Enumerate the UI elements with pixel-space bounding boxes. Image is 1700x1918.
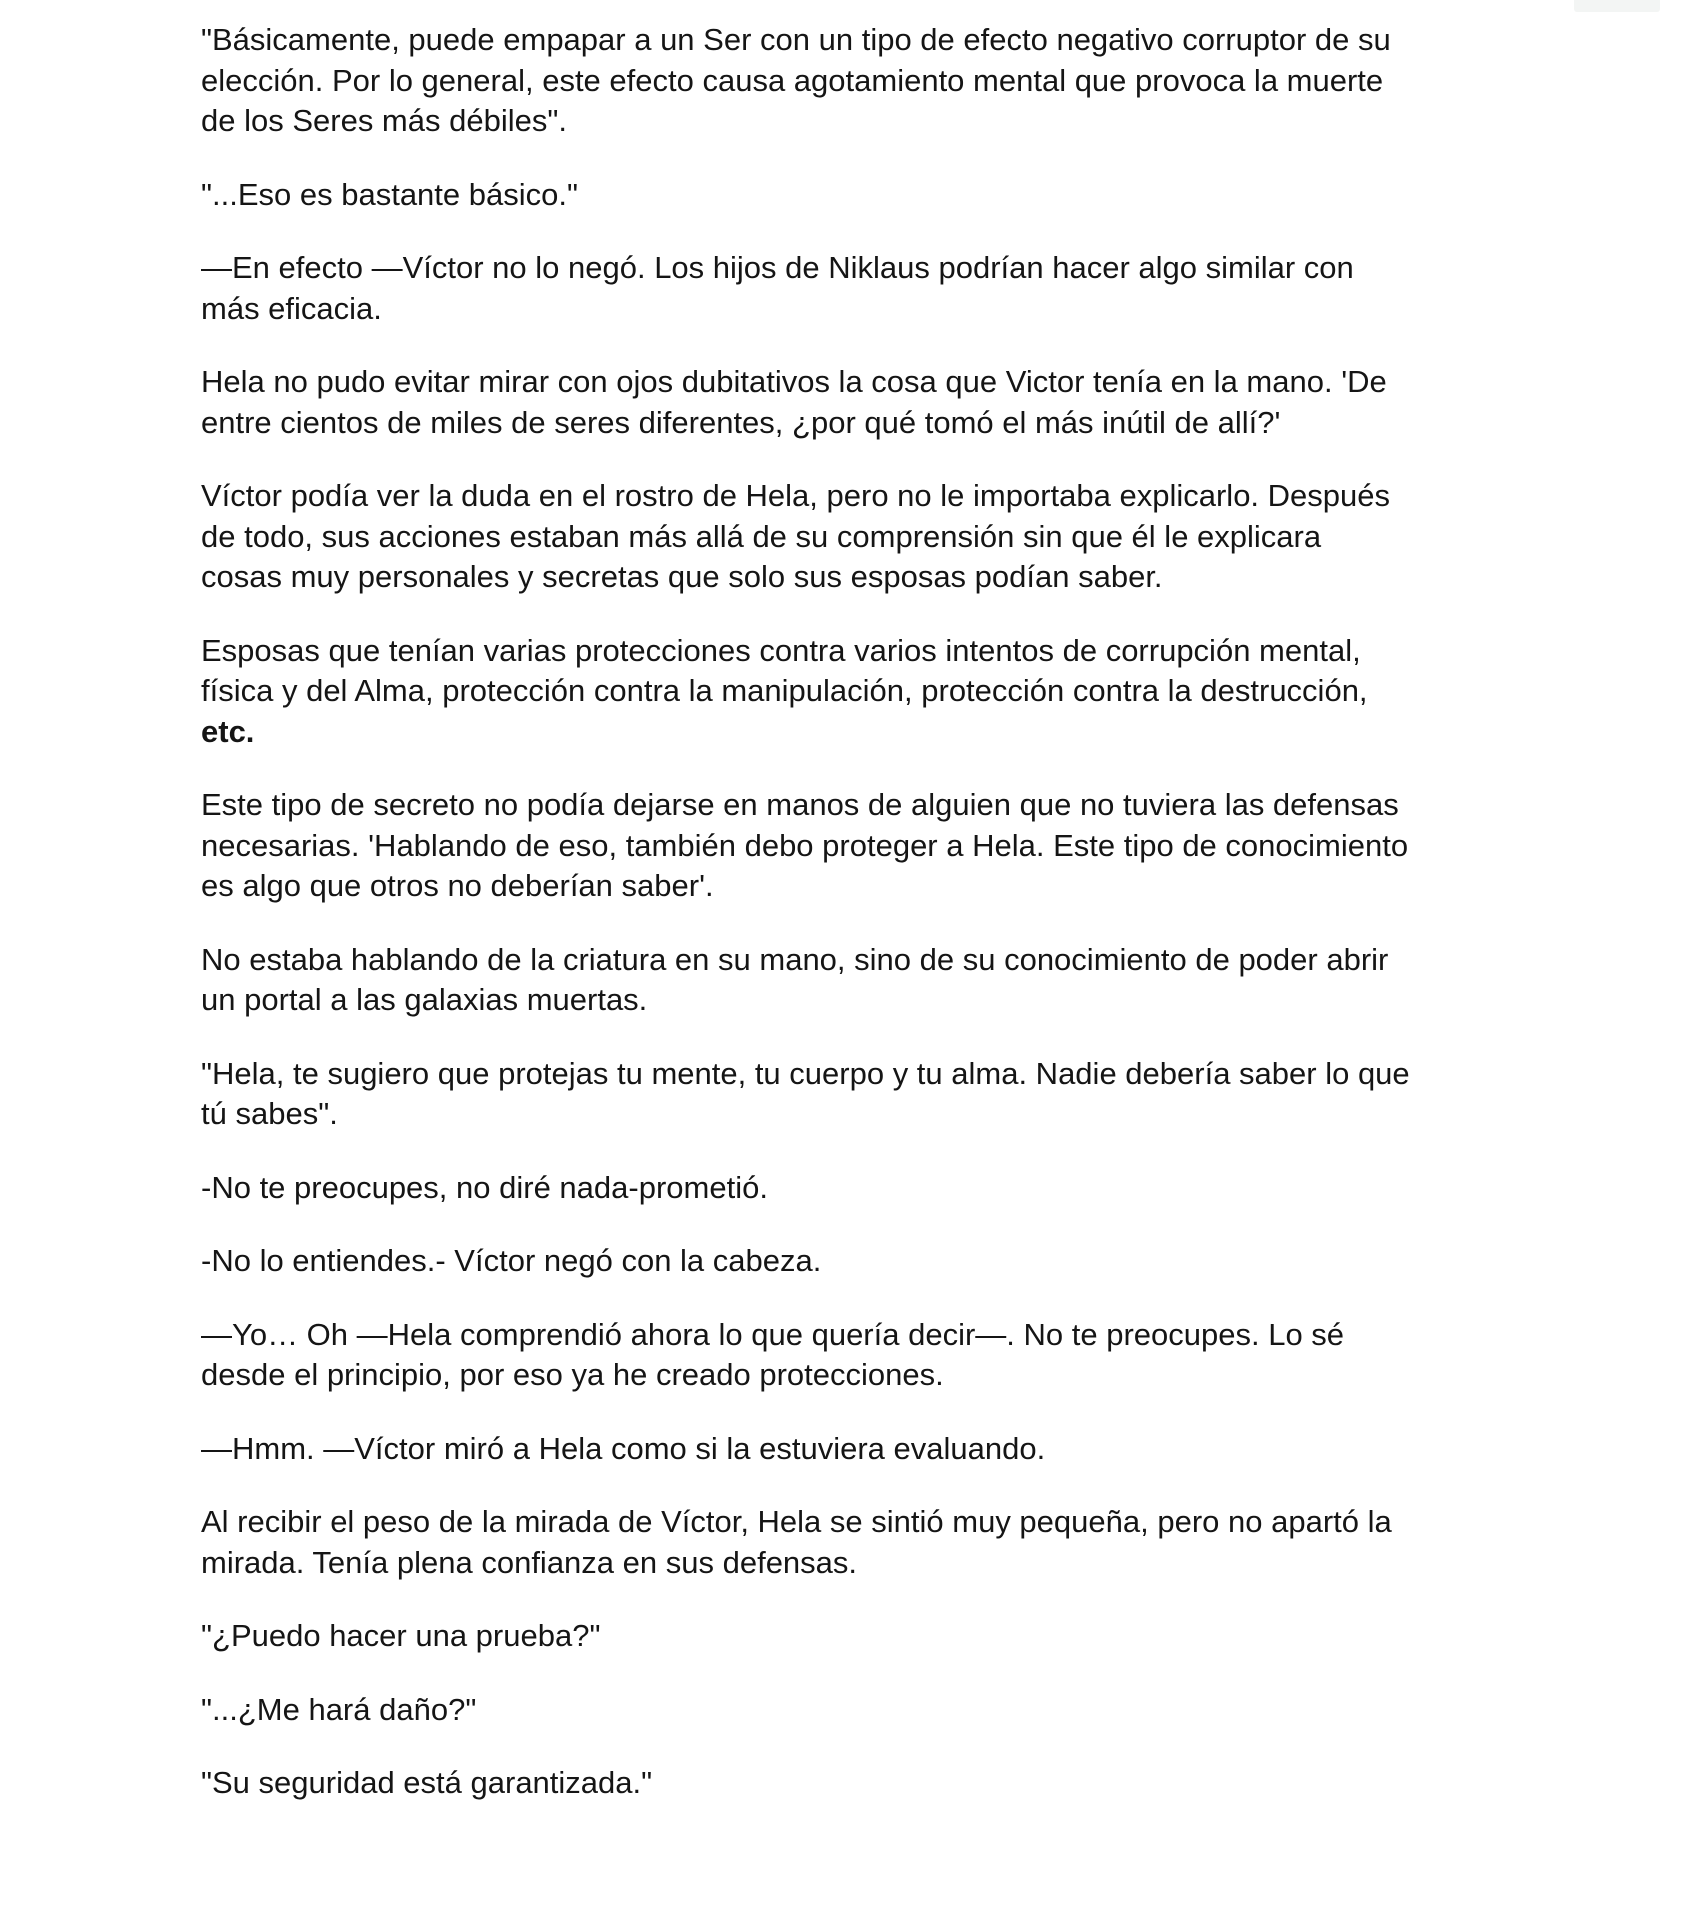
- document-body: [201, 20, 1521, 1837]
- paragraph-6-text: Esposas que tenían varias protecciones contra varios intentos de corrupción mental, física y del Alma, protección contra la manipulación, protección contra la destrucción,: [201, 632, 1368, 708]
- paragraph-16: "...¿Me hará daño?": [201, 1691, 477, 1727]
- paragraph-15: "¿Puedo hacer una prueba?": [201, 1618, 601, 1653]
- paragraph-14: Al recibir el peso de la mirada de Víctor, Hela se sintió muy pequeña, pero no apartó la mirada. Tenía plena confianza en sus defensas.: [201, 1504, 1392, 1580]
- paragraph-6-bold-tail: etc.: [201, 713, 255, 749]
- paragraph-11: -No lo entiendes.- Víctor negó con la cabeza.: [201, 1243, 822, 1278]
- paragraph-2: "...Eso es bastante básico.": [201, 176, 578, 212]
- paragraph-13: —Hmm. —Víctor miró a Hela como si la estuviera evaluando.: [201, 1430, 1046, 1466]
- paragraph-9: "Hela, te sugiero que protejas tu mente, tu cuerpo y tu alma. Nadie debería saber lo que tú sabes".: [201, 1055, 1410, 1131]
- paragraph-3: —En efecto —Víctor no lo negó. Los hijos de Niklaus podrían hacer algo similar con más eficacia.: [201, 250, 1354, 326]
- paragraph-7: Este tipo de secreto no podía dejarse en manos de alguien que no tuviera las defensas necesarias. 'Hablando de eso, también debo proteger a Hela. Este tipo de conocimiento es algo que otros no deberían saber'.: [201, 787, 1409, 903]
- paragraph-8: No estaba hablando de la criatura en su mano, sino de su conocimiento de poder abrir un portal a las galaxias muertas.: [201, 941, 1389, 1017]
- paragraph-17: "Su seguridad está garantizada.": [201, 1765, 653, 1800]
- paragraph-5: Víctor podía ver la duda en el rostro de Hela, pero no le importaba explicarlo. Después de todo, sus acciones estaban más allá de su comprensión sin que él le explicara cosas muy personales y secretas que solo sus esposas podían saber.: [201, 478, 1391, 594]
- paragraph-12: —Yo… Oh —Hela comprendió ahora lo que quería decir—. No te preocupes. Lo sé desde el principio, por eso ya he creado protecciones.: [201, 1316, 1345, 1392]
- page-corner-mark: [1574, 0, 1660, 12]
- paragraph-4: Hela no pudo evitar mirar con ojos dubitativos la cosa que Victor tenía en la mano. 'De entre cientos de miles de seres diferentes, ¿por qué tomó el más inútil de allí?': [201, 364, 1387, 440]
- paragraph-1: "Básicamente, puede empapar a un Ser con un tipo de efecto negativo corruptor de su elección. Por lo general, este efecto causa agotamiento mental que provoca la muerte de los Seres más débiles".: [201, 22, 1391, 138]
- paragraph-6: [201, 631, 1521, 753]
- paragraph-10: -No te preocupes, no diré nada-prometió.: [201, 1169, 768, 1205]
